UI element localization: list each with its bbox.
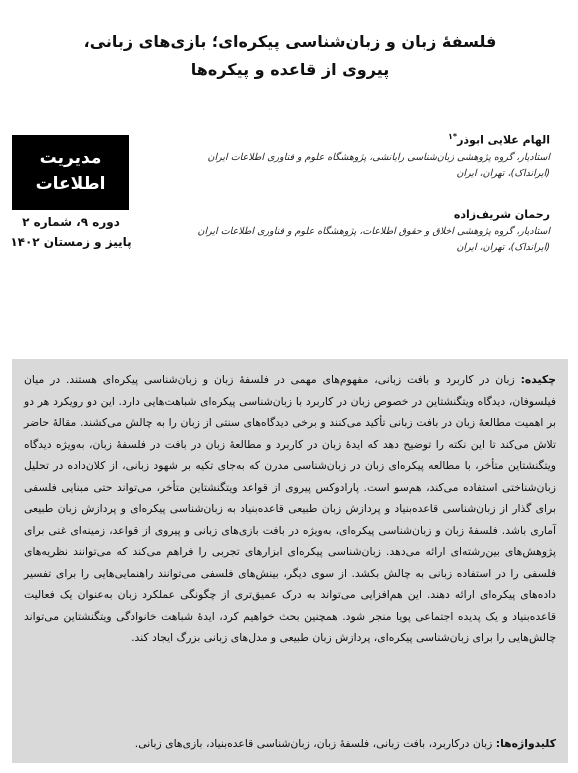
abstract-label: چکیده: [520, 373, 556, 386]
author-affiliation-location: (ایرانداک)، تهران، ایران [456, 167, 550, 179]
abstract-paragraph [24, 369, 556, 649]
author-2 [150, 206, 550, 256]
author-name: رحمان شریف‌زاده [453, 207, 550, 221]
author-list [150, 128, 550, 270]
author-affiliation: استادیار، گروه پژوهشی اخلاق و حقوق اطلاعات، پژوهشگاه علوم و فناوری اطلاعات ایران [197, 225, 550, 237]
keywords-text: زبان درکاربرد، بافت زبانی، فلسفۀ زبان، زبان‌شناسی قاعده‌بنیاد، بازی‌های زبانی. [134, 737, 496, 750]
abstract-text: زبان در کاربرد و بافت زبانی، مفهوم‌های مهمی در فلسفۀ زبان و زبان‌شناسی پیکره‌ای هستند. در میان فیلسوفان، دیدگاه ویتگنشتاین در خصوص زبان در کاربرد با زبان‌شناسی پیکره‌ای شباهت‌هایی دارد. این دو رویکرد هر دو بر اهمیت مطالعۀ زبان در بافت زبانی تأکید می‌کنند و برخی دیدگاه‌های سنتی از زبان را به چالش می‌کشند. مقالۀ حاضر تلاش می‌کند تا این نکته را توضیح دهد که ایدۀ زبان در کاربرد و مطالعۀ زبان در بافت در فلسفۀ زبان، به‌ویژه دیدگاه ویتگنشتاین متأخر، با مطالعه پیکره‌ای زبان در زبان‌شناسی مدرن که به‌جای تکیه بر شهود زبانی، از کلان‌داده در تحلیل زبان‌شناختی استفاده می‌کند، هم‌سو است. پارادوکس پیروی از قواعد ویتگنشتاین متأخر، می‌تواند حتی مبنایی فلسفی برای گذار از زبان‌شناسی قاعده‌بنیاد و پردازش زبان طبیعی قاعده‌بنیاد به زبان‌شناسی پیکره‌ای و پردازش زبان طبیعی آماری باشد. فلسفۀ زبان و زبان‌شناسی پیکره‌ای، به‌ویژه در بافت بازی‌های زبانی و پیروی از قواعد، زمینه‌ای غنی برای پژوهش‌های بین‌رشته‌ای ارائه می‌دهد. زبان‌شناسی پیکره‌ای ابزارهای تجربی را فراهم می‌کند که می‌توانند نظریه‌های فلسفی را در استفاده زبانی به چالش بکشد. از سوی دیگر، بینش‌های فلسفی می‌توانند راهنمایی‌هایی را برای تفسیر داده‌های پیکره‌ای ارائه دهند. این هم‌افزایی می‌تواند به درک عمیق‌تری از چگونگی عملکرد زبان به‌عنوان یک فعالیت قاعده‌بنیاد و یک پدیده اجتماعی پویا منجر شود. همچنین بحث خواهیم کرد، ایدۀ شباهت خانوادگی ویتگنشتاین می‌تواند چالش‌هایی را برای زبان‌شناسی پیکره‌ای، پردازش زبان طبیعی و مدل‌های زبانی بزرگ ایجاد کند. [24, 373, 556, 644]
journal-issue: دوره ۹، شماره ۲ [22, 215, 120, 229]
title-line-2: پیروی از قاعده و پیکره‌ها [190, 60, 390, 79]
abstract-box [12, 359, 568, 763]
journal-name-line-2: اطلاعات [35, 174, 106, 194]
author-1 [150, 128, 550, 182]
journal-season: پاییز و زمستان ۱۴۰۲ [10, 235, 132, 249]
journal-meta [10, 212, 132, 252]
author-name: الهام علایی ابوذر [457, 133, 550, 147]
paper-title [60, 28, 520, 84]
title-line-1: فلسفۀ زبان و زبان‌شناسی پیکره‌ای؛ بازی‌های زبانی، [83, 32, 497, 51]
journal-logo [12, 135, 129, 210]
author-affiliation-location: (ایرانداک)، تهران، ایران [456, 241, 550, 253]
journal-name-line-1: مدیریت [39, 148, 102, 168]
keywords-label: کلیدواژه‌ها: [495, 737, 556, 750]
author-affiliation: استادیار، گروه پژوهشی زبان‌شناسی رایانشی، پژوهشگاه علوم و فناوری اطلاعات ایران [207, 151, 550, 163]
keywords [24, 735, 556, 753]
author-mark: *۱ [448, 132, 458, 141]
